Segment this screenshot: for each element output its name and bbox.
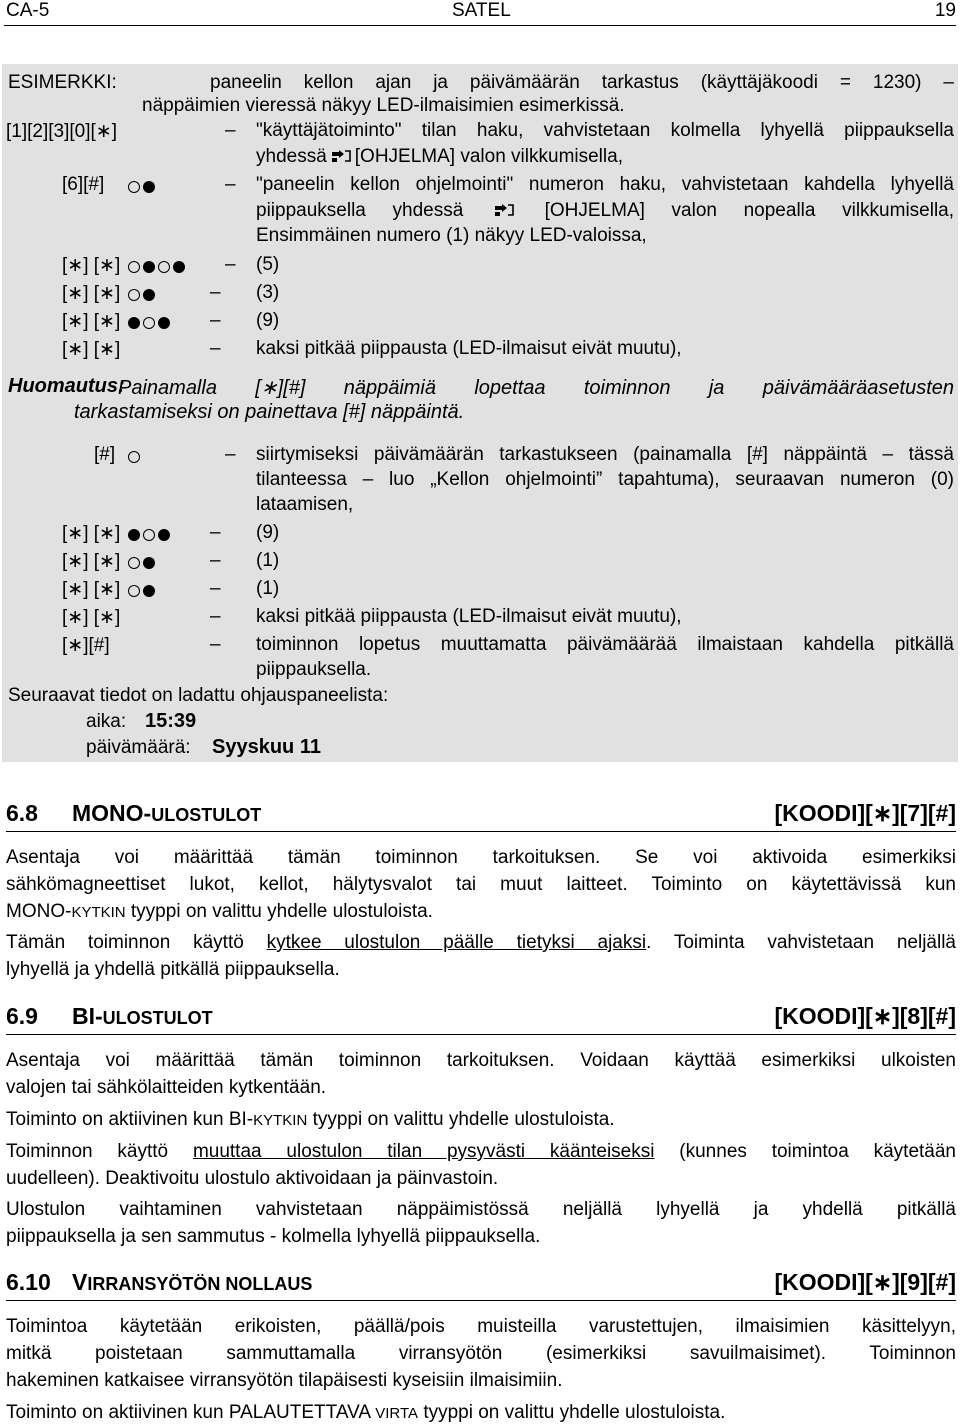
page-header	[0, 0, 960, 24]
example-intro-line1: paneelin kellon ajan ja päivämäärän tarkastus (käyttäjäkoodi = 1230) –	[210, 72, 954, 93]
note-line1: Painamalla [∗][#] näppäimiä lopettaa toiminnon ja päivämääräasetusten	[118, 377, 954, 399]
step2-line2	[256, 200, 954, 222]
s68-p1-line2: sähkömagneettiset lukot, kellot, hälytysvalot tai muut laitteet. Toiminto on käytettävissä kun	[6, 874, 956, 895]
led-off-icon	[128, 261, 140, 273]
row-text: (3)	[256, 282, 280, 303]
hash-line1: siirtymiseksi päivämäärän tarkastukseen (painamalla [#] näppäintä – tässä	[256, 444, 954, 465]
hash-key: [#]	[94, 444, 116, 465]
section-code: [KOODI][∗][8][#]	[774, 1003, 956, 1029]
page-number: 19	[934, 0, 956, 21]
star-keys: [∗] [∗]	[62, 579, 121, 600]
s69-p1-line2: valojen tai sähkölaitteiden kytkentään.	[6, 1077, 327, 1098]
step2-keys: [6][#]	[62, 174, 105, 195]
time-label: aika:	[86, 711, 127, 732]
result-intro: Seuraavat tiedot on ladattu ohjauspaneelista:	[8, 685, 389, 706]
s69-p2-b: KYTKIN	[253, 1112, 308, 1129]
s69-p3-line1-b: muuttaa ulostulon tilan pysyvästi käänteiseksi	[192, 1141, 655, 1162]
row-text: (1)	[256, 578, 280, 599]
led-on-icon	[158, 317, 170, 329]
led-on-icon	[128, 529, 140, 541]
s610-p2-c: tyyppi on valittu yhdelle ulostuloista.	[418, 1402, 726, 1423]
led-off-icon	[143, 529, 155, 541]
program-key-icon	[331, 149, 351, 163]
section-code: [KOODI][∗][7][#]	[774, 800, 956, 826]
dash: –	[225, 120, 236, 141]
section-number: 6.8	[6, 800, 38, 826]
dash: –	[225, 444, 236, 465]
s69-p3-line1	[6, 1141, 956, 1163]
section-title	[72, 1269, 312, 1296]
s69-p3-line1-a: Toiminnon käyttö	[6, 1141, 193, 1162]
section-title-a: MONO-	[72, 800, 152, 826]
section-number: 6.9	[6, 1003, 38, 1029]
s610-p2	[6, 1402, 956, 1424]
row-text: (9)	[256, 522, 280, 543]
section-6-8-heading	[6, 800, 956, 832]
section-title	[72, 1003, 213, 1030]
s610-p1-line2: mitkä poistetaan sammuttamalla virransyötön (esimerkiksi savuilmaisimet). Toiminnon	[6, 1343, 956, 1364]
header-rule	[4, 25, 956, 26]
s69-p4-line2: piippauksella ja sen sammutus - kolmella lyhyellä piippauksella.	[6, 1226, 541, 1247]
section-rule	[6, 1300, 956, 1301]
star-keys: [∗] [∗]	[62, 551, 121, 572]
dash: –	[225, 254, 236, 275]
hash-line2: tilanteessa – luo „Kellon ohjelmointi” tapahtuma), seuraavan numeron (0)	[256, 469, 954, 490]
s68-p1-line3-c: tyyppi on valittu yhdelle ulostuloista.	[125, 901, 433, 922]
led-indicator	[128, 257, 188, 279]
dash: –	[210, 606, 221, 627]
star-keys: [∗] [∗]	[62, 339, 121, 360]
dash: –	[210, 310, 221, 331]
dash: –	[210, 578, 221, 599]
s68-p1-line3	[6, 901, 956, 923]
led-off-icon	[128, 585, 140, 597]
s69-p2	[6, 1109, 956, 1131]
end-line1: toiminnon lopetus muuttamatta päivämäärää ilmaistaan kahdella pitkällä	[256, 634, 954, 655]
step1-keys: [1][2][3][0][∗]	[6, 121, 117, 142]
dash: –	[210, 282, 221, 303]
brand-name: SATEL	[452, 0, 511, 21]
s69-p3-line2: uudelleen). Deaktivoitu ulostulo aktivoidaan ja päinvastoin.	[6, 1168, 499, 1189]
s610-p2-b: VIRTA	[375, 1405, 419, 1422]
section-6-9-heading	[6, 1003, 956, 1035]
example-box	[2, 64, 958, 762]
step1-line1: "käyttäjätoiminto" tilan haku, vahvistetaan kolmella lyhyellä piippauksella	[256, 120, 954, 141]
row-text: kaksi pitkää piippausta (LED-ilmaisut eivät muutu),	[256, 606, 682, 627]
step1-line2-b: [OHJELMA] valon vilkkumisella,	[354, 146, 623, 167]
star-keys: [∗] [∗]	[62, 311, 121, 332]
step2-line3: Ensimmäinen numero (1) näkyy LED-valoissa,	[256, 225, 647, 246]
led-on-icon	[128, 317, 140, 329]
row-text: (5)	[256, 254, 280, 275]
section-rule	[6, 1034, 956, 1035]
hash-line3: lataamisen,	[256, 494, 354, 515]
s68-p2-line1-b: kytkee ulostulon päälle tietyksi ajaksi	[266, 932, 647, 953]
section-rule	[6, 831, 956, 832]
led-indicator	[128, 447, 143, 469]
s610-p1-line1: Toimintoa käytetään erikoisten, päällä/pois muisteilla varustettujen, ilmaisimien käsittelyyn,	[6, 1316, 956, 1337]
led-on-icon	[143, 181, 155, 193]
dash: –	[210, 550, 221, 571]
led-off-icon	[143, 317, 155, 329]
s68-p1-line3-a: MONO-	[6, 901, 72, 922]
led-indicator	[128, 285, 158, 307]
note-line2: tarkastamiseksi on painettava [#] näppäintä.	[74, 401, 465, 423]
section-title-b: ULOSTULOT	[102, 1008, 213, 1028]
led-indicator	[128, 553, 158, 575]
section-title-a: BI-	[72, 1003, 103, 1029]
example-intro-line2: näppäimien vieressä näkyy LED-ilmaisimien esimerkissä.	[142, 95, 625, 116]
step2-line2-a: piippauksella yhdessä	[256, 200, 464, 221]
section-title-a: V	[72, 1269, 88, 1295]
step1-line2-a: yhdessä	[256, 146, 327, 167]
led-on-icon	[143, 261, 155, 273]
end-line2: piippauksella.	[256, 659, 372, 680]
star-keys: [∗] [∗]	[62, 283, 121, 304]
step2-line1: "paneelin kellon ohjelmointi" numeron haku, vahvistetaan kahdella lyhyellä	[256, 174, 954, 195]
note-label: Huomautus:	[8, 375, 125, 397]
led-on-icon	[143, 585, 155, 597]
section-6-10-heading	[6, 1269, 956, 1301]
doc-code: CA-5	[6, 0, 50, 21]
s69-p2-a: Toiminto on aktiivinen kun BI-	[6, 1109, 254, 1130]
s68-p2-line1	[6, 932, 956, 954]
s610-p2-a: Toiminto on aktiivinen kun PALAUTETTAVA	[6, 1402, 376, 1423]
dash: –	[210, 634, 221, 655]
s68-p2-line2: lyhyellä ja yhdellä pitkällä piippauksella.	[6, 959, 340, 980]
row-text: (1)	[256, 550, 280, 571]
row-text: kaksi pitkää piippausta (LED-ilmaisut eivät muutu),	[256, 338, 682, 359]
led-indicator	[128, 525, 173, 547]
led-indicator	[128, 313, 173, 335]
led-on-icon	[143, 557, 155, 569]
led-off-icon	[128, 289, 140, 301]
s69-p1-line1: Asentaja voi määrittää tämän toiminnon tarkoituksen. Voidaan käyttää esimerkiksi ulkoisten	[6, 1050, 956, 1071]
star-keys: [∗] [∗]	[62, 255, 121, 276]
s69-p2-c: tyyppi on valittu yhdelle ulostuloista.	[307, 1109, 615, 1130]
example-label: ESIMERKKI:	[8, 72, 117, 93]
date-value: Syyskuu 11	[212, 736, 321, 758]
led-on-icon	[158, 529, 170, 541]
led-indicator	[128, 581, 158, 603]
dash: –	[210, 338, 221, 359]
s610-p1-line3: hakeminen katkaisee virransyötön tilapäisesti kyseisiin ilmaisimiin.	[6, 1370, 563, 1391]
time-value: 15:39	[145, 710, 197, 732]
s68-p1-line3-b: KYTKIN	[71, 904, 126, 921]
star-keys: [∗] [∗]	[62, 523, 121, 544]
program-key-icon	[494, 203, 514, 217]
end-keys: [∗][#]	[62, 635, 110, 656]
section-title-b: ULOSTULOT	[151, 805, 262, 825]
s69-p3-line1-c: (kunnes toimintoa käytetään	[654, 1141, 956, 1162]
star-keys: [∗] [∗]	[62, 607, 121, 628]
led-on-icon	[173, 261, 185, 273]
row-text: (9)	[256, 310, 280, 331]
date-label: päivämäärä:	[86, 737, 191, 758]
led-off-icon	[128, 451, 140, 463]
led-off-icon	[158, 261, 170, 273]
dash: –	[225, 174, 236, 195]
section-title	[72, 800, 261, 827]
led-on-icon	[143, 289, 155, 301]
section-title-b: IRRANSYÖTÖN NOLLAUS	[87, 1274, 313, 1294]
section-number: 6.10	[6, 1269, 51, 1295]
led-off-icon	[128, 557, 140, 569]
step1-line2	[256, 146, 623, 168]
s68-p2-line1-c: . Toiminta vahvistetaan neljällä	[646, 932, 956, 953]
led-indicator	[128, 177, 158, 199]
s68-p2-line1-a: Tämän toiminnon käyttö	[6, 932, 267, 953]
section-code: [KOODI][∗][9][#]	[774, 1269, 956, 1295]
s69-p4-line1: Ulostulon vaihtaminen vahvistetaan näppäimistössä neljällä lyhyellä ja yhdellä pitkällä	[6, 1199, 956, 1220]
dash: –	[210, 522, 221, 543]
led-off-icon	[128, 181, 140, 193]
s68-p1-line1: Asentaja voi määrittää tämän toiminnon tarkoituksen. Se voi aktivoida esimerkiksi	[6, 847, 956, 868]
step2-line2-b: [OHJELMA] valon nopealla vilkkumisella,	[544, 200, 954, 221]
